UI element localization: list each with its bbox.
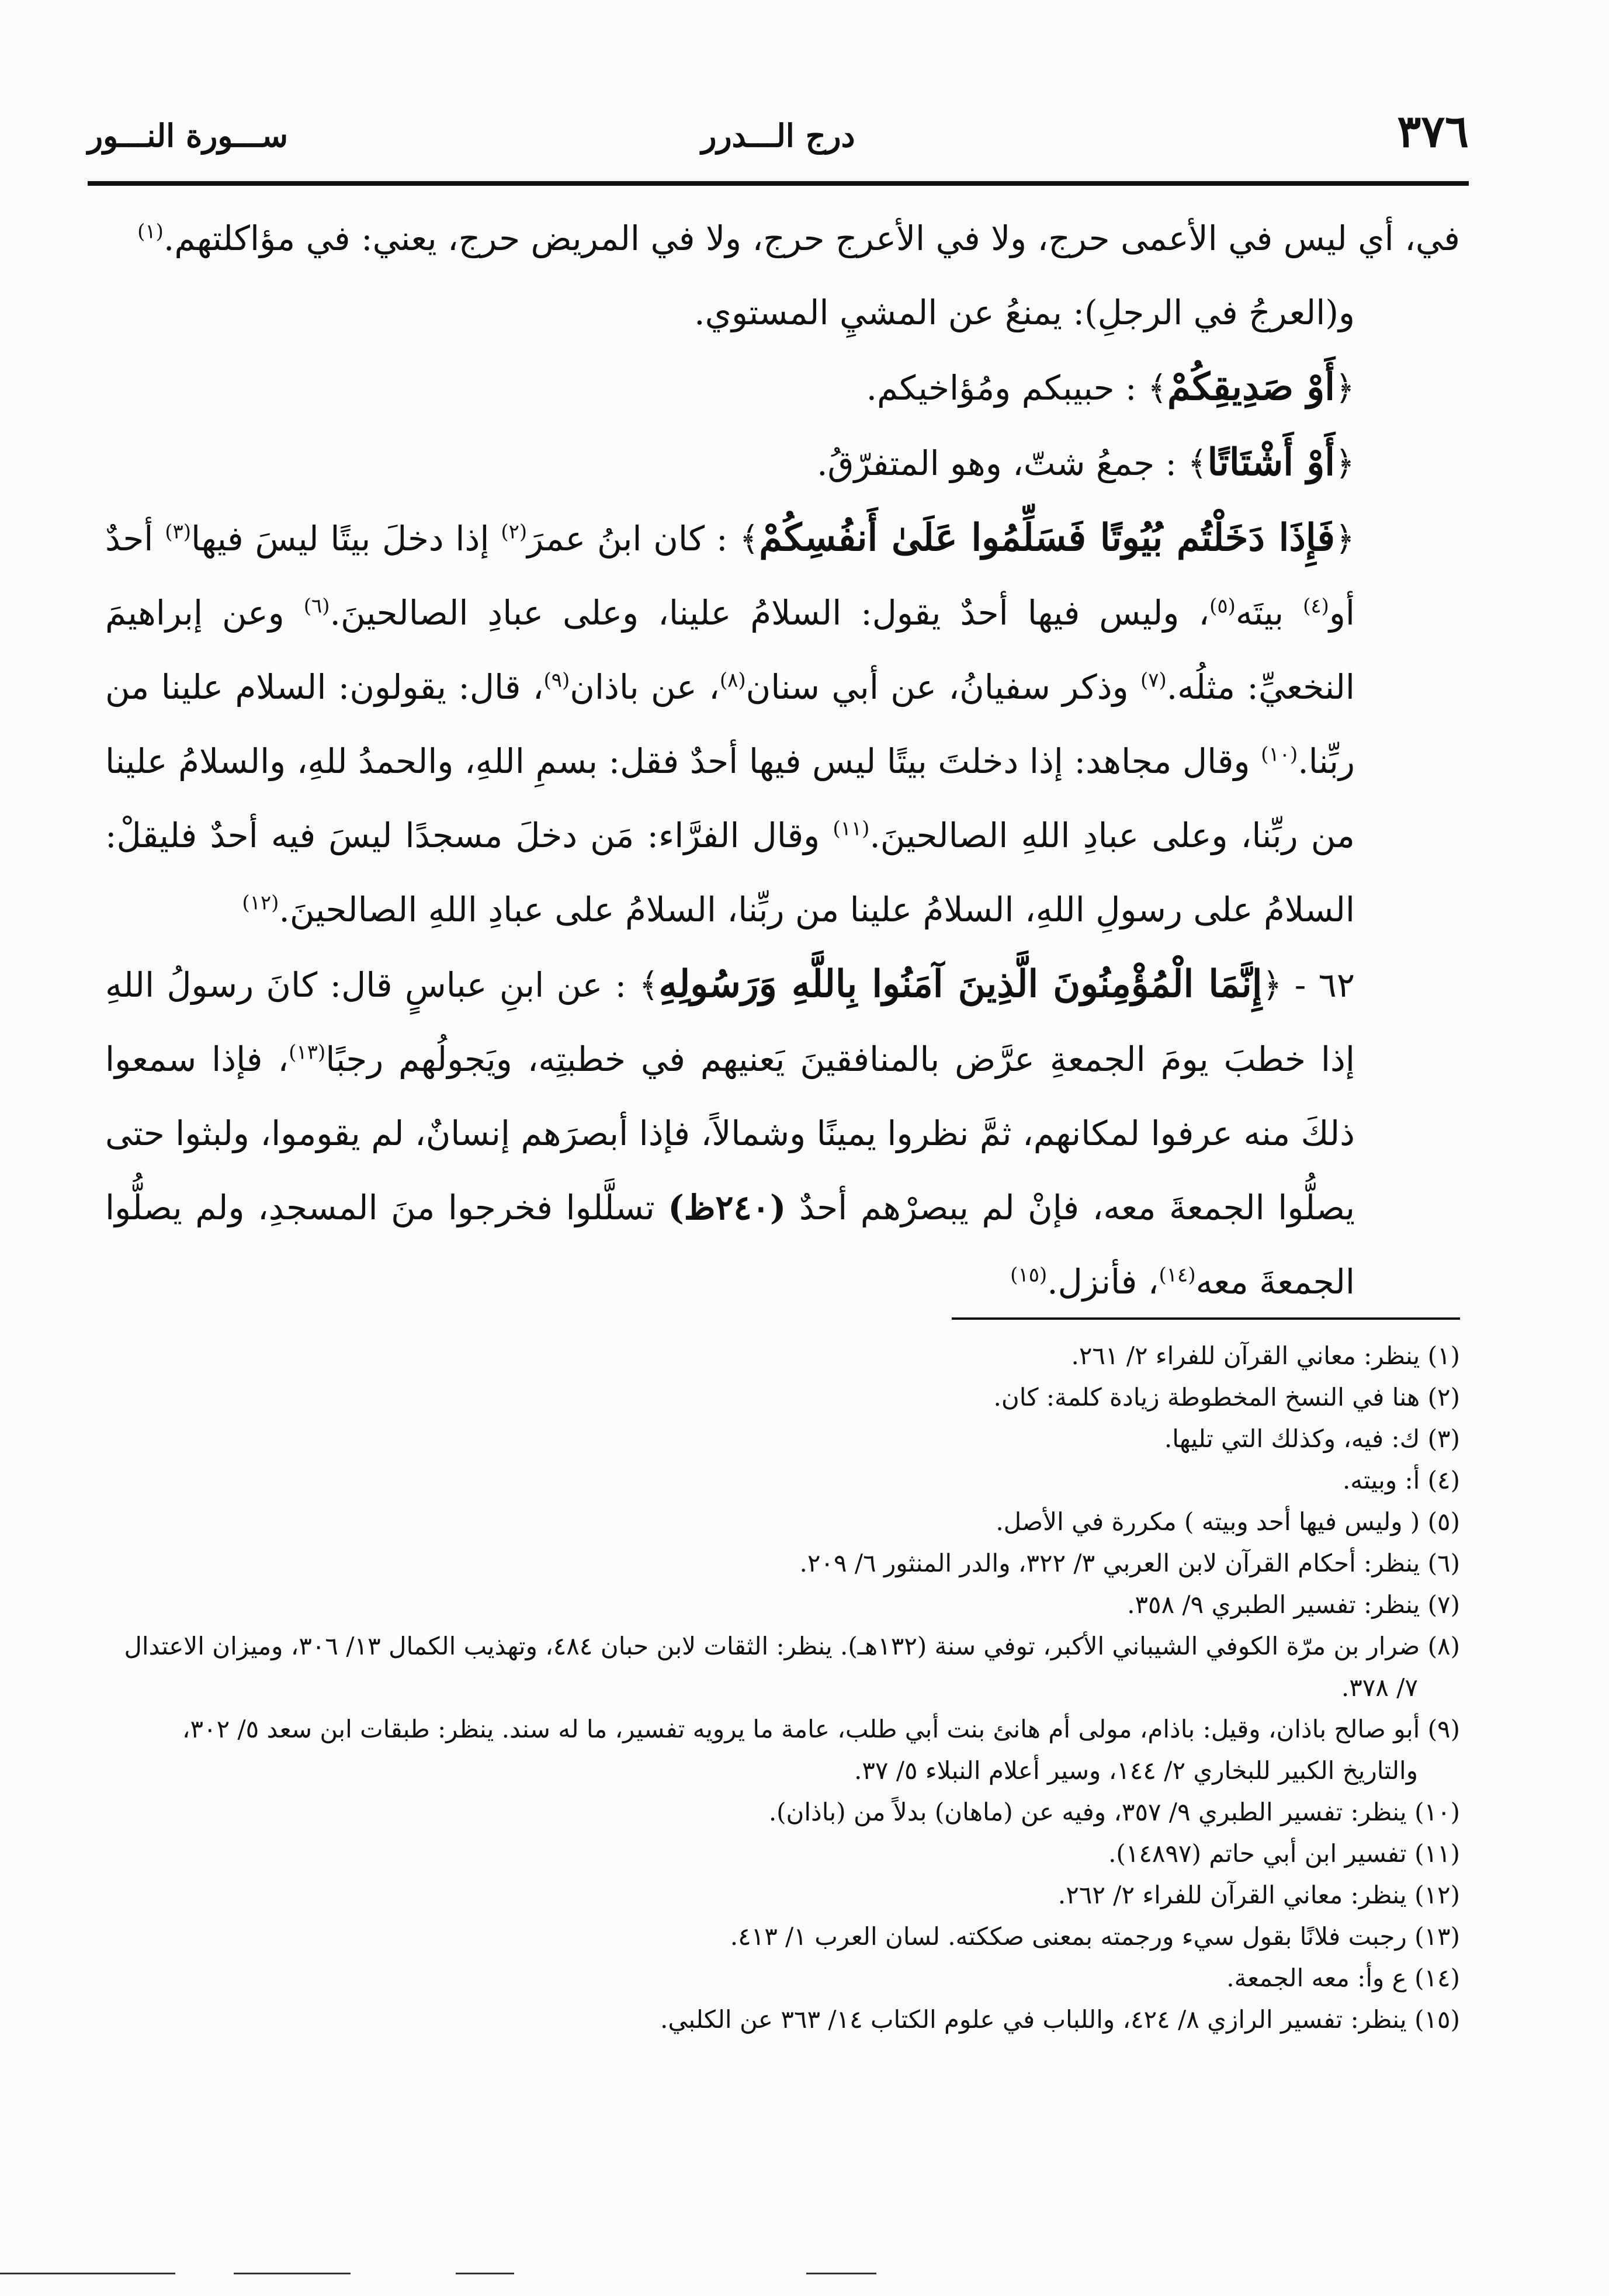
running-header <box>88 105 1469 175</box>
text-run: و(العرجُ في الرجلِ): يمنعُ عن المشيِ المستوي. <box>694 293 1355 332</box>
text-run: : كان ابنُ عمرَ <box>527 519 740 559</box>
header-rule <box>88 181 1469 186</box>
text-run: : حبيبكم ومُؤاخيكم. <box>866 368 1147 408</box>
footnote: (٣) ك: فيه، وكذلك التي تليها. <box>1164 1424 1460 1453</box>
footnote-ref: (٧) <box>1140 668 1167 692</box>
footnote: (٤) أ: وبيته. <box>1342 1466 1460 1494</box>
text-run: وقال مجاهد: إذا دخلتَ بيتًا ليس فيها أحدٌ فقل: بسمِ اللهِ، والحمدُ للهِ، والسلامُ علينا من ربِّنا، وعلى عبادِ اللهِ الصالحينَ. <box>105 741 1355 855</box>
scan-edge-mark <box>456 2273 514 2274</box>
footnote-ref: (٩) <box>543 668 570 692</box>
scan-edge-mark <box>234 2273 351 2274</box>
ornate-bracket: ﴾ <box>1187 443 1208 483</box>
text-run: وقال الفرَّاء: مَن دخلَ مسجدًا ليسَ فيه أحدٌ فليقلْ: السلامُ على رسولِ اللهِ، السلامُ علينا من ربِّنا، السلامُ على عبادِ اللهِ الصالحينَ. <box>105 816 1355 930</box>
quran-verse: إِنَّمَا الْمُؤْمِنُونَ الَّذِينَ آمَنُوا بِاللَّهِ وَرَسُولِهِ <box>658 962 1263 1006</box>
footnote: (١٤) ع وأ: معه الجمعة. <box>1226 1964 1460 1992</box>
surah-title: ســـورة النـــور <box>88 117 288 154</box>
paragraph <box>105 202 1460 276</box>
footnote-ref: (٦) <box>303 594 330 618</box>
footnote-ref: (٨) <box>719 668 746 692</box>
footnote-ref: (١٢) <box>242 891 279 915</box>
footnote: (١٣) رجبت فلانًا بقول سيء ورجمته بمعنى صككته. لسان العرب ١/ ٤١٣. <box>730 1922 1460 1951</box>
page-number: ٣٧٦ <box>1397 105 1469 157</box>
paragraph <box>105 276 1460 350</box>
footnote-ref: (١٤) <box>1159 1263 1196 1287</box>
text-run: إذا دخلَ بيتًا ليسَ فيها <box>191 519 501 559</box>
ornate-bracket: ﴾ <box>1147 368 1167 408</box>
footnote-ref: (١٣) <box>289 1041 326 1064</box>
text-run: وعن إبراهيمَ النخعيِّ: مثلُه. <box>105 593 1355 707</box>
footnote: (١) ينظر: معاني القرآن للفراء ٢/ ٢٦١. <box>1071 1341 1460 1370</box>
footnote-ref: (١٥) <box>1010 1263 1048 1287</box>
paragraph <box>105 350 1460 425</box>
text-run: : جمعُ شتّ، وهو المتفرّقُ. <box>817 443 1188 483</box>
paragraph <box>105 425 1460 501</box>
manuscript-folio-marker: (٢٤٠ظ) <box>668 1188 786 1227</box>
text-run: ، قال: يقولون: السلام علينا من ربِّنا. <box>105 667 1355 781</box>
footnote-ref: (١٠) <box>1261 743 1298 767</box>
footnote-ref: (٤) <box>1303 594 1329 618</box>
footnote-ref: (١١) <box>833 817 870 841</box>
ornate-bracket: ﴿ <box>1335 368 1355 408</box>
text-run: وذكر سفيانُ، عن أبي سنان <box>745 667 1140 707</box>
text-run: تسلَّلوا فخرجوا منَ المسجدِ، ولم يصلُّوا الجمعةَ معه <box>105 1188 1355 1302</box>
footnote-ref: (٣) <box>165 520 192 544</box>
footnotes <box>111 1335 1460 2040</box>
ornate-bracket: ﴿ <box>1262 965 1282 1005</box>
ornate-bracket: ﴿ <box>1335 443 1355 483</box>
text-run: أحدٌ أو <box>105 519 1355 633</box>
quran-verse: أَوْ صَدِيقِكُمْ <box>1167 365 1336 409</box>
quran-verse: فَإِذَا دَخَلْتُم بُيُوتًا فَسَلِّمُوا عَلَىٰ أَنفُسِكُمْ <box>759 516 1336 560</box>
book-title: درج الـــدرر <box>701 117 855 154</box>
footnote: (١١) تفسير ابن أبي حاتم (١٤٨٩٧). <box>1108 1839 1460 1868</box>
text-run: ، عن باذان <box>570 667 720 707</box>
text-run: ، فأنزل. <box>1047 1262 1159 1302</box>
footnote: (١٠) ينظر: تفسير الطبري ٩/ ٣٥٧، وفيه عن (ماهان) بدلاً من (باذان). <box>768 1798 1460 1826</box>
footnote-ref: (٢) <box>501 520 528 544</box>
ornate-bracket: ﴿ <box>1335 519 1355 559</box>
footnote-ref: (٥) <box>1209 594 1236 618</box>
footnote: (٦) ينظر: أحكام القرآن لابن العربي ٣/ ٣٢٢، والدر المنثور ٦/ ٢٠٩. <box>799 1549 1460 1577</box>
scan-edge-mark <box>806 2273 876 2274</box>
footnote: (٢) هنا في النسخ المخطوطة زيادة كلمة: كان. <box>993 1383 1460 1411</box>
footnote: (١٢) ينظر: معاني القرآن للفراء ٢/ ٢٦٢. <box>1057 1881 1460 1909</box>
footnote: (٨) ضرار بن مرّة الكوفي الشيباني الأكبر، توفي سنة (١٣٢هـ). ينظر: الثقات لابن حبان ٤٨٤، وتهذيب الكمال ١٣/ ٣٠٦، وميزان الاعتدال ٧/ ٣٧٨. <box>124 1632 1460 1702</box>
quran-verse: أَوْ أَشْتَاتًا <box>1207 441 1336 484</box>
ornate-bracket: ﴾ <box>639 965 659 1005</box>
footnote: (١٥) ينظر: تفسير الرازي ٨/ ٤٢٤، واللباب في علوم الكتاب ١٤/ ٣٦٣ عن الكلبي. <box>660 2005 1460 2034</box>
text-run: ٦٢ - <box>1282 965 1355 1005</box>
text-run: في، أي ليس في الأعمى حرج، ولا في الأعرج حرج، ولا في المريض حرج، يعني: في مؤاكلتهم. <box>163 218 1460 258</box>
ornate-bracket: ﴾ <box>739 519 760 559</box>
footnote: (٩) أبو صالح باذان، وقيل: باذام، مولى أم هانئ بنت أبي طلب، عامة ما يرويه تفسير، ما له سند. ينظر: طبقات ابن سعد ٥/ ٣٠٢، والتاريخ الكبير للبخاري ٢/ ١٤٤، وسير أعلام النبلاء ٥/ ٣٧. <box>182 1715 1460 1785</box>
scan-edge-mark <box>0 2273 175 2274</box>
footnote-separator <box>952 1317 1460 1320</box>
footnote-ref: (١) <box>137 220 164 244</box>
text-run: ، وليس فيها أحدٌ يقول: السلامُ علينا، وعلى عبادِ الصالحينَ. <box>330 593 1210 633</box>
text-run: ، فإذا سمعوا ذلكَ منه عرفوا لمكانهم، ثمَّ نظروا يمينًا وشمالاً، فإذا أبصرَهم إنسانٌ، لم يقوموا، ولبثوا حتى يصلُّوا الجمعةَ معه، فإنْ لم يبصرْهم أحدٌ <box>105 1039 1355 1227</box>
footnote: (٥) ( وليس فيها أحد وبيته ) مكررة في الأصل. <box>996 1507 1460 1536</box>
footnote: (٧) ينظر: تفسير الطبري ٩/ ٣٥٨. <box>1127 1590 1460 1619</box>
text-run: بيتَه <box>1235 593 1303 633</box>
main-text <box>105 202 1460 1319</box>
paragraph <box>105 501 1460 947</box>
paragraph <box>105 947 1460 1319</box>
text-run: : عن ابنِ عباسٍ قال: كانَ رسولُ اللهِ إذا خطبَ يومَ الجمعةِ عرَّض بالمنافقينَ يَعنيهم في خطبتِه، ويَجولُهم رجبًا <box>105 965 1355 1079</box>
